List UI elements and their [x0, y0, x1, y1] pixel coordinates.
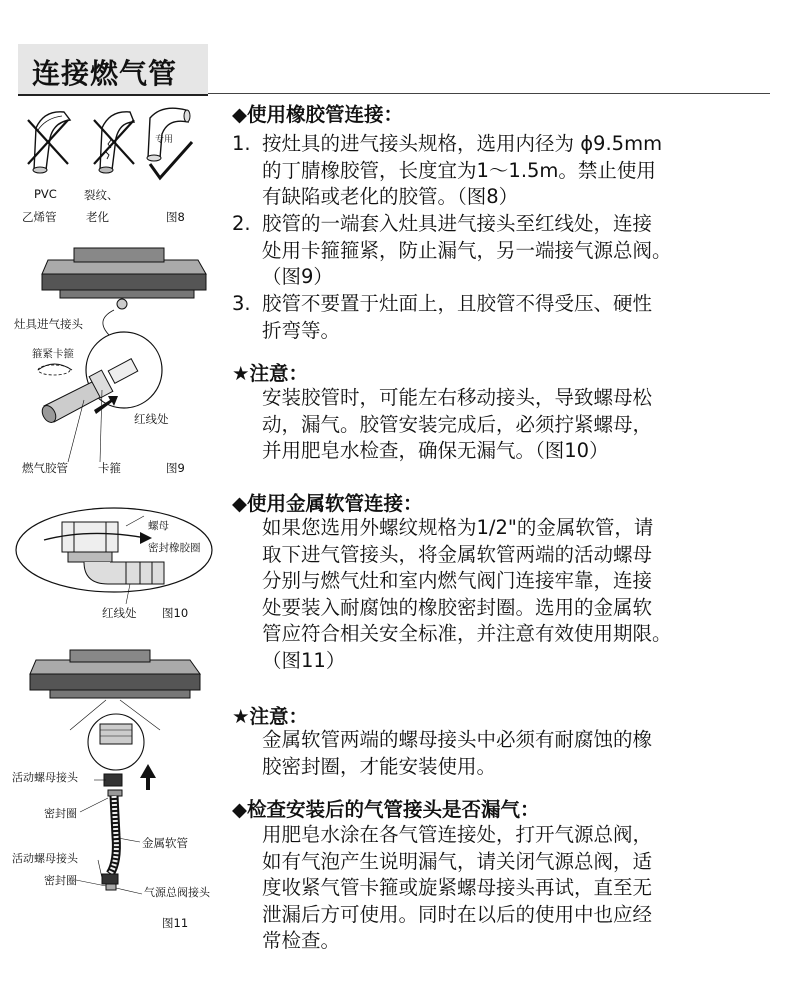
metal-hose-body — [262, 515, 782, 675]
heading-leak-check: ◆检查安装后的气管接头是否漏气： — [232, 798, 540, 821]
fig11-label-source-valve: 气源总阀接头 — [144, 886, 210, 899]
text-line: 安装胶管时，可能左右移动接头，导致螺母松 — [262, 386, 653, 409]
note-2-body — [262, 727, 782, 780]
heading-metal-hose: ◆使用金属软管连接： — [232, 492, 423, 515]
fig8-label-pvc: PVC — [34, 187, 57, 201]
fig9-label-inlet: 灶具进气接头 — [14, 317, 83, 331]
text-line: （图9） — [262, 265, 333, 289]
fig11-label-metal-hose: 金属软管 — [142, 836, 188, 850]
fig10-label-nut: 螺母 — [148, 520, 169, 532]
text-line: 胶管不要置于灶面上，且胶管不得受压、硬性 — [262, 292, 653, 315]
fig10-caption: 图10 — [162, 606, 189, 620]
text-line: 泄漏后方可使用。同时在以后的使用中也应经 — [262, 902, 653, 926]
item-number: 3. — [232, 292, 251, 315]
instructions-column — [232, 0, 782, 1007]
fig9-caption: 图9 — [166, 461, 185, 475]
text-line: 如果您选用外螺纹规格为1/2"的金属软管，请 — [262, 516, 654, 539]
title-box — [18, 44, 208, 96]
threaded-fitting-icon — [100, 724, 132, 744]
text-line: （图11） — [262, 648, 346, 672]
text-line: 折弯等。 — [262, 318, 341, 342]
text-line: 常检查。 — [262, 929, 341, 953]
item-number: 1. — [232, 132, 251, 155]
hose-fitting-icon — [84, 562, 164, 584]
fig8-caption: 图8 — [166, 210, 185, 224]
fig11-label-seal-bottom: 密封圈 — [44, 874, 77, 887]
text-line: 取下进气管接头，将金属软管两端的活动螺母 — [262, 542, 653, 566]
text-line: 金属软管两端的螺母接头中必须有耐腐蚀的橡 — [262, 728, 653, 751]
text-line: 并用肥皂水检查，确保无漏气。（图10） — [262, 439, 609, 463]
up-arrow-icon — [140, 764, 156, 790]
text-line: 胶管的一端套入灶具进气接头至红线处，连接 — [262, 212, 653, 235]
text-line: 如有气泡产生说明漏气，请关闭气源总阀，适 — [262, 849, 653, 873]
leak-check-body — [262, 822, 782, 955]
text-line: 胶密封圈，才能安装使用。 — [262, 754, 497, 778]
nut-icon — [62, 522, 118, 562]
heading-note-1: ★注意： — [232, 362, 308, 385]
heading-note-2: ★注意： — [232, 705, 308, 728]
text-line: 用肥皂水涂在各气管连接处，打开气源总阀， — [262, 823, 653, 846]
metal-hose-icon — [102, 774, 122, 890]
pvc-pipe-icon — [33, 112, 70, 173]
text-line: 动，漏气。胶管安装完成后，必须拧紧螺母， — [262, 412, 653, 436]
text-line: 管应符合相关安全标准，并注意有效使用期限。 — [262, 622, 672, 646]
text-line: 有缺陷或老化的胶管。（图8） — [262, 185, 519, 209]
fig8-label-vinyl: 乙烯管 — [22, 210, 57, 224]
fig11-label-seal-top: 密封圈 — [44, 807, 77, 820]
text-line: 度收紧气管卡箍或旋紧螺母接头再试，直至无 — [262, 876, 653, 900]
fig8-label-aging: 老化 — [86, 210, 109, 224]
text-line: 分别与燃气灶和室内燃气阀门连接牢靠，连接 — [262, 569, 653, 593]
cracked-pipe-icon — [99, 112, 134, 173]
item-number: 2. — [232, 212, 251, 235]
text-line: 处要装入耐腐蚀的橡胶密封圈。选用的金属软 — [262, 595, 653, 619]
fig11-caption: 图11 — [162, 916, 189, 930]
fig8-label-crack: 裂纹、 — [84, 188, 119, 202]
page-title: 连接燃气管 — [32, 57, 178, 90]
fig10-label-seal: 密封橡胶圈 — [148, 542, 201, 554]
heading-rubber-hose: ◆使用橡胶管连接： — [232, 103, 403, 126]
fig10-illustration — [14, 500, 214, 615]
fig9-label-clamp-tight: 箍紧卡箍 — [32, 348, 74, 360]
inlet-fitting-icon — [117, 299, 127, 309]
fig9-label-clamp: 卡箍 — [98, 461, 121, 475]
fig8-badge: 专用 — [155, 135, 174, 145]
fig8-illustration — [22, 100, 202, 190]
fig10-label-red-line: 红线处 — [102, 606, 137, 620]
fig11-label-nut-top: 活动螺母接头 — [12, 771, 78, 784]
stove-icon — [42, 248, 206, 298]
stove-icon — [30, 650, 200, 698]
text-line: 处用卡箍箍紧，防止漏气，另一端接气源总阀。 — [262, 238, 672, 262]
fig9-label-red-line: 红线处 — [134, 412, 169, 426]
note-1-body — [262, 385, 782, 465]
fig9-label-hose: 燃气胶管 — [22, 461, 68, 475]
fig11-label-nut-bottom: 活动螺母接头 — [12, 852, 78, 865]
text-line: 按灶具的进气接头规格，选用内径为 ϕ9.5mm — [262, 132, 663, 155]
text-line: 的丁腈橡胶管，长度宜为1～1.5m。禁止使用 — [262, 158, 656, 182]
